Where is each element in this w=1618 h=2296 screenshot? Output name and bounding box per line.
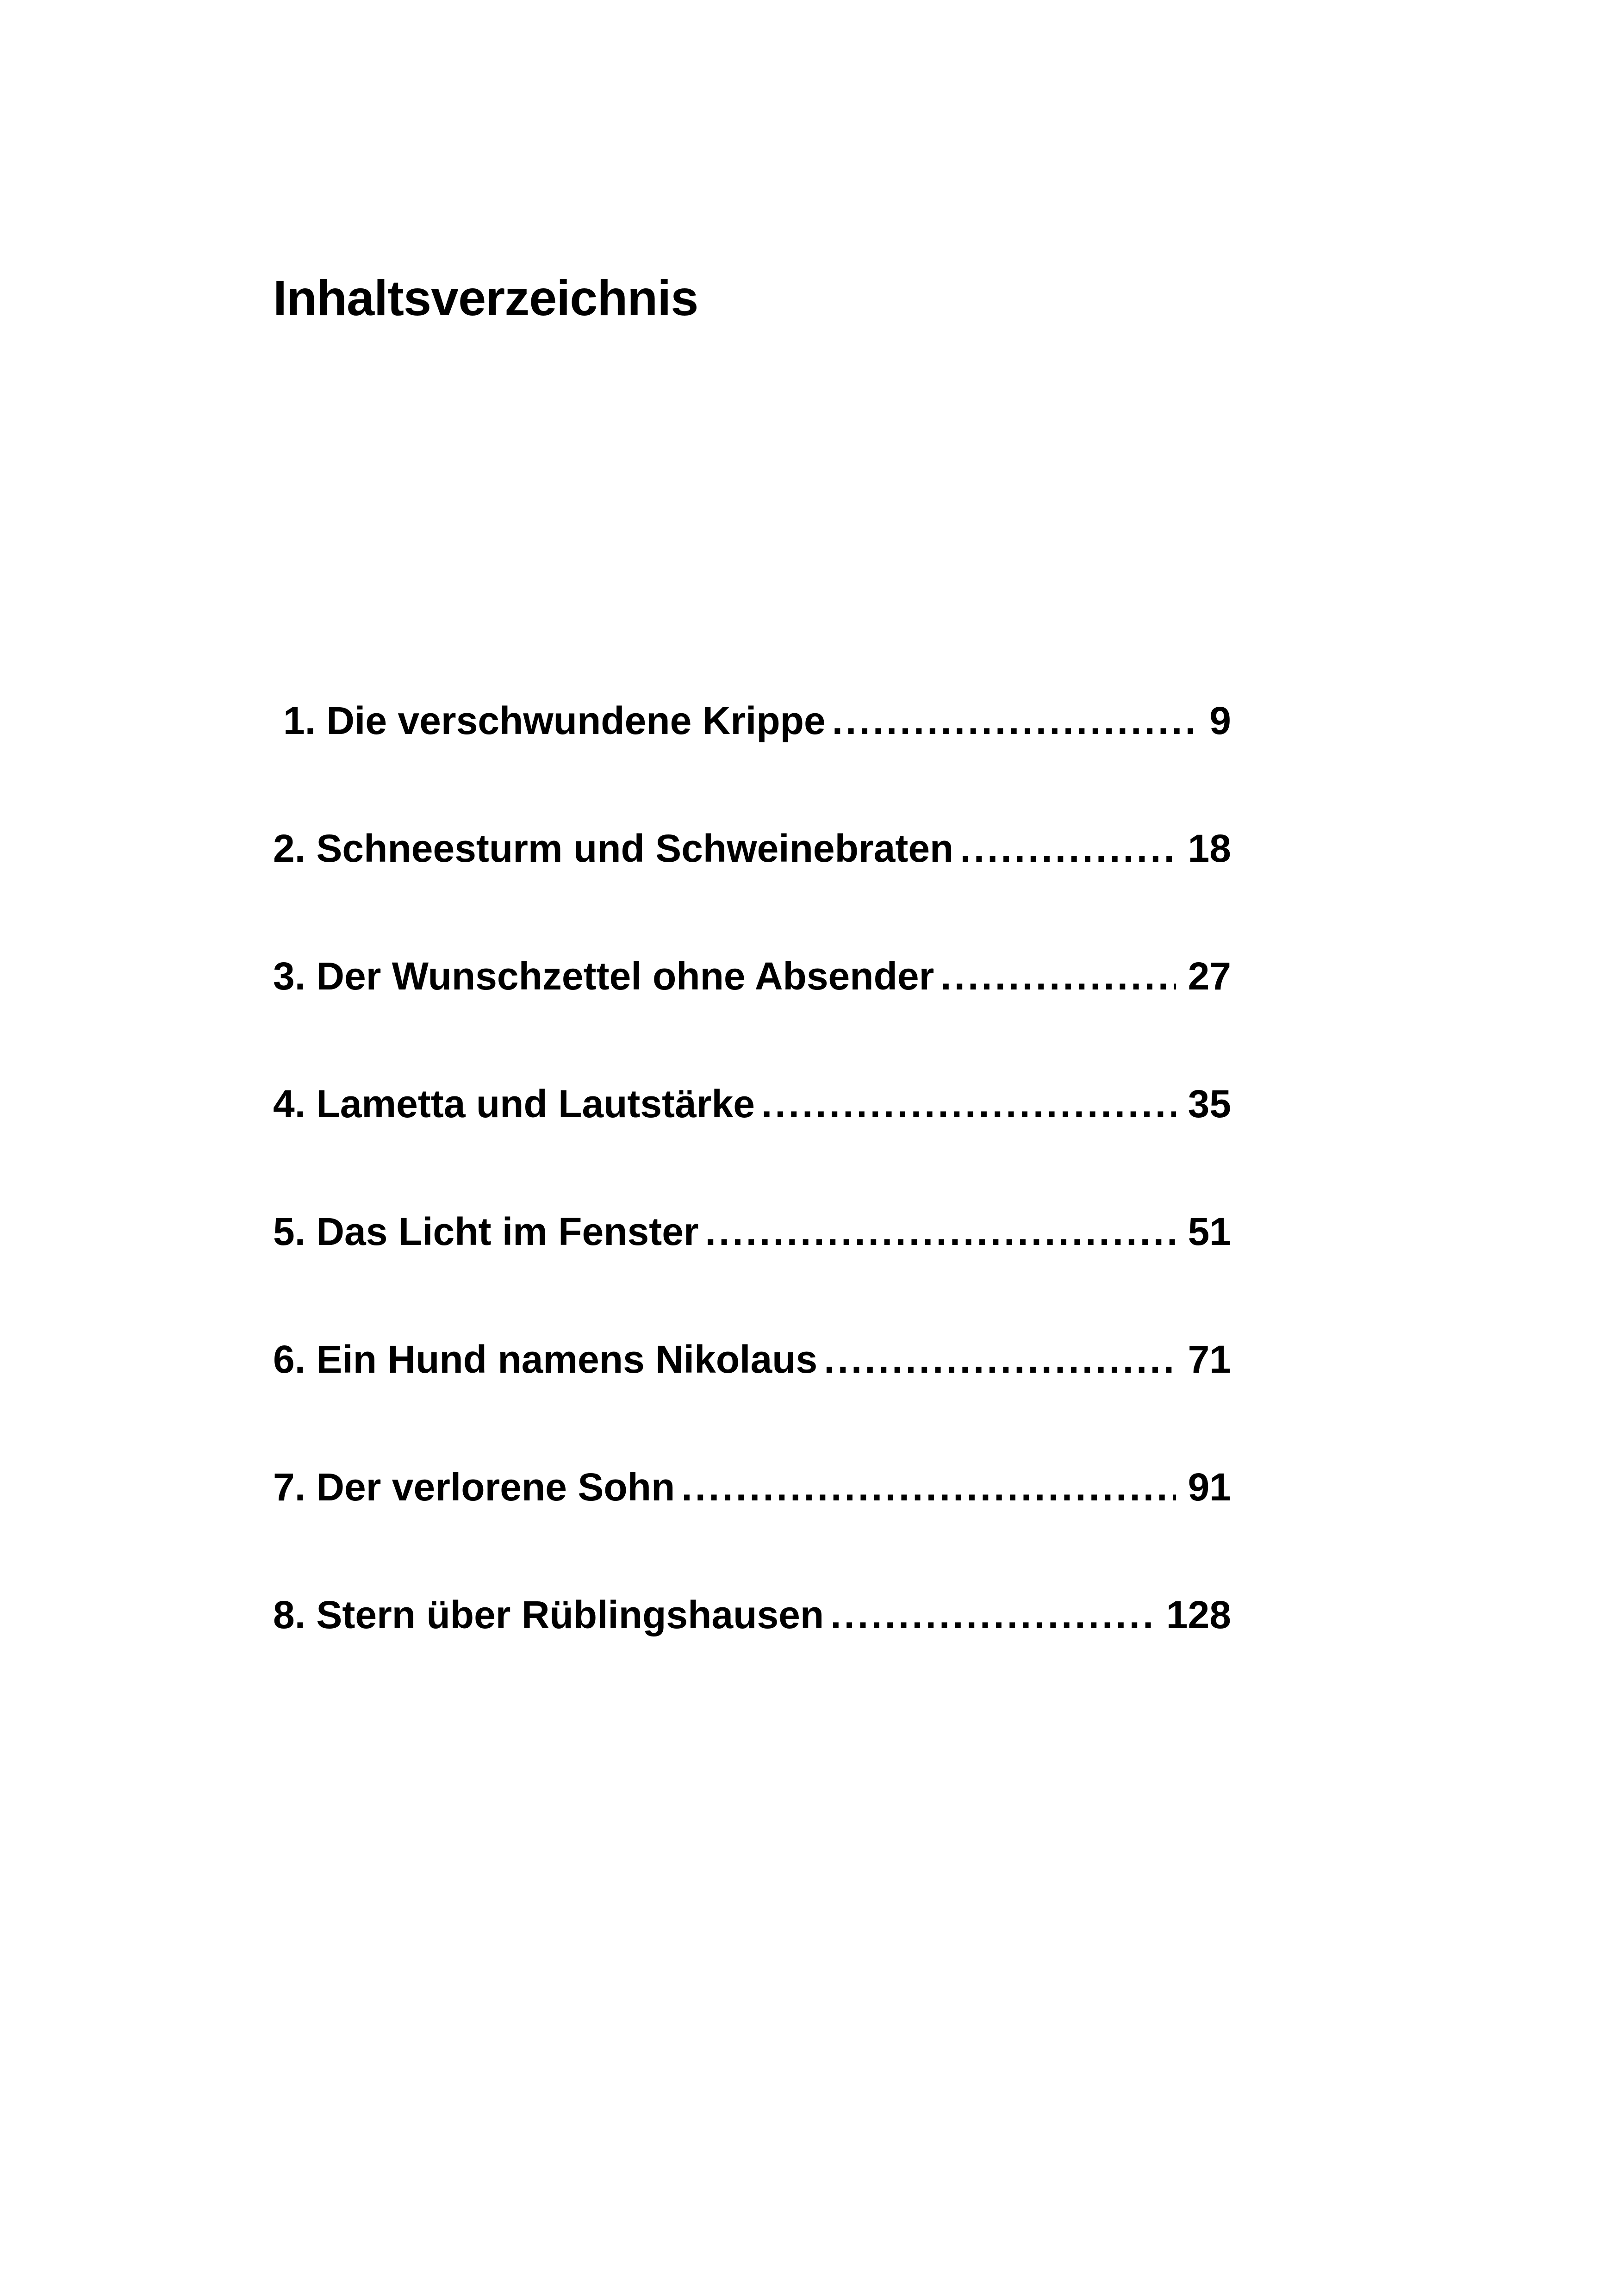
toc-entry-2 [273, 829, 1231, 957]
toc-entry-6 [273, 1340, 1231, 1468]
toc-entry-page: 71 [1188, 1338, 1231, 1381]
toc-heading: Inhaltsverzeichnis [273, 270, 698, 326]
toc-entry-page: 35 [1188, 1082, 1231, 1126]
toc-entry-title: 2. Schneesturm und Schweinebraten [273, 827, 954, 870]
toc-entry-page: 9 [1209, 699, 1231, 742]
toc-entry-page: 27 [1188, 954, 1231, 998]
toc-dot-leader [940, 957, 1176, 996]
toc-entry-title: 6. Ein Hund namens Nikolaus [273, 1338, 818, 1381]
toc-dot-leader [681, 1468, 1176, 1506]
toc-dot-leader [960, 829, 1176, 868]
toc-dot-leader [832, 701, 1198, 740]
toc-dot-leader [761, 1084, 1176, 1123]
toc-entry-title: 8. Stern über Rüblingshausen [273, 1593, 824, 1636]
toc-dot-leader [705, 1212, 1176, 1251]
toc-entry-page: 128 [1166, 1593, 1231, 1636]
toc-dot-leader [824, 1340, 1176, 1379]
toc-entry-title: 3. Der Wunschzettel ohne Absender [273, 954, 934, 998]
toc-entry-page: 91 [1188, 1465, 1231, 1509]
toc-entry-title: 4. Lametta und Lautstärke [273, 1082, 755, 1126]
toc-dot-leader [830, 1595, 1154, 1634]
toc-entry-title: 7. Der verlorene Sohn [273, 1465, 675, 1509]
toc-entry-4 [273, 1084, 1231, 1212]
toc-entry-title: 5. Das Licht im Fenster [273, 1210, 699, 1253]
toc-entry-7 [273, 1465, 1231, 1595]
toc-entry-page: 51 [1188, 1210, 1231, 1253]
toc-entry-8 [273, 1595, 1231, 1723]
toc-entry-1 [273, 701, 1231, 829]
toc-entry-5 [273, 1212, 1231, 1340]
table-of-contents [273, 701, 1231, 1723]
toc-entry-3 [273, 954, 1231, 1084]
toc-entry-page: 18 [1188, 827, 1231, 870]
toc-entry-title: 1. Die verschwundene Krippe [283, 699, 826, 742]
